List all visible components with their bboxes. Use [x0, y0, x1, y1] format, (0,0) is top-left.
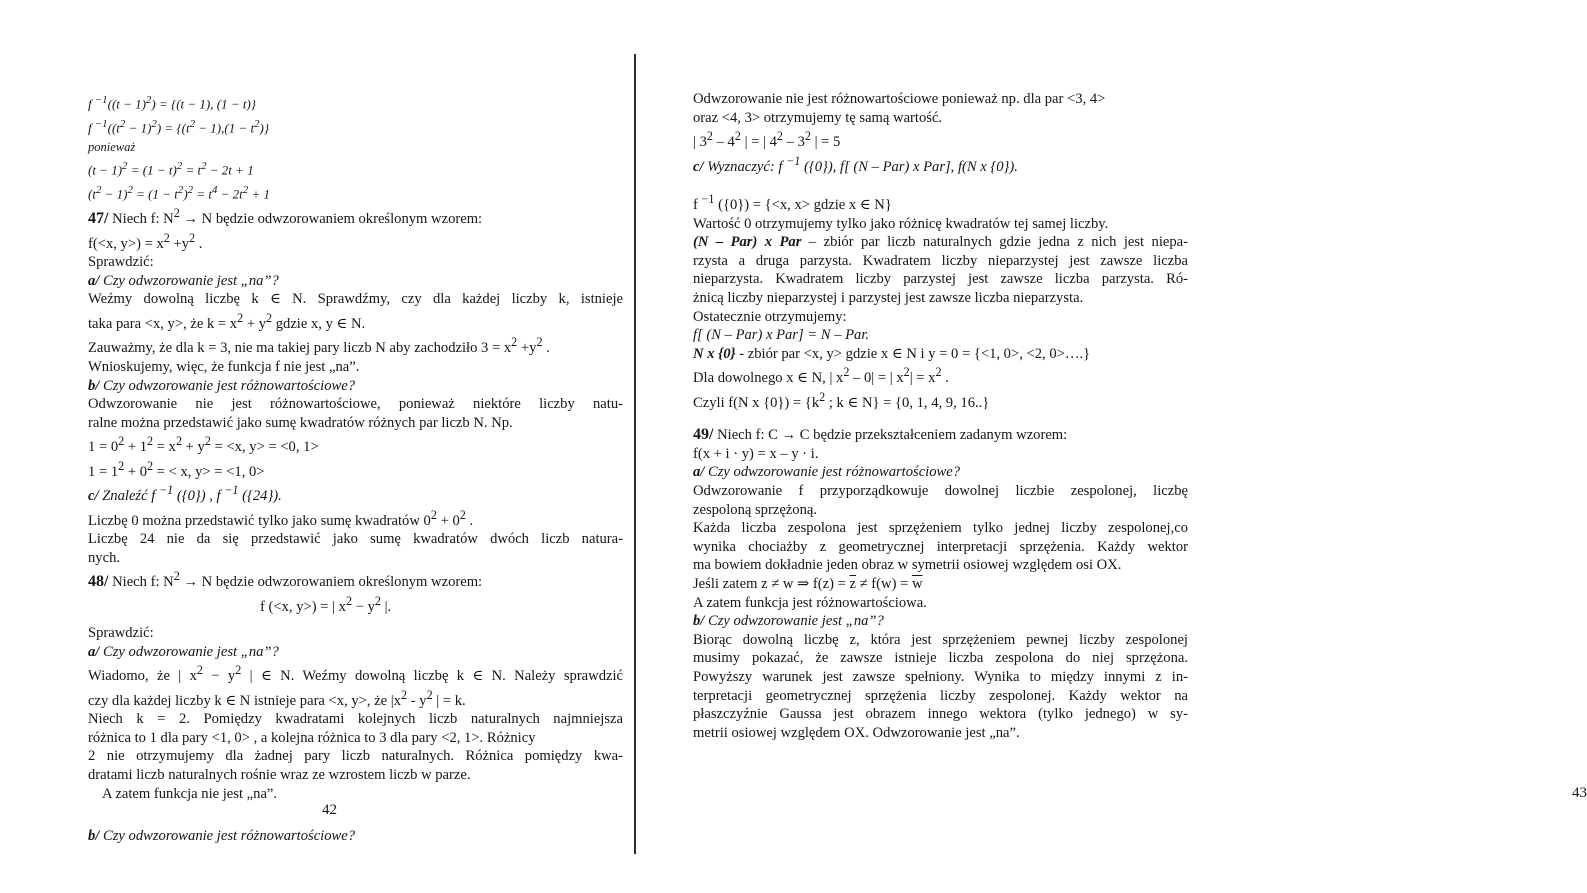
left-page-line: Wnioskujemy, więc, że funkcja f nie jest „na”. — [88, 358, 360, 375]
left-page-line: czy dla każdej liczby k ∈ N istnieje para <x, y>, że $|x^2 - y^2$ | = k. — [88, 687, 466, 709]
right-page-line — [693, 176, 1188, 190]
right-page-line: nieparzysta. Kwadratem liczby parzystej jest zawsze liczba parzysta. Ró- — [693, 271, 1188, 288]
left-page-line: f $^{-1}((t - 1)^2) = \{(t - 1)$, (1 − t)} — [88, 94, 256, 112]
left-page-line: 2 nie otrzymujemy dla żadnej pary liczb naturalnych. Różnica pomiędzy kwa- — [88, 748, 623, 765]
left-page-line: c/ Znaleźć f $^{-1}$ ({0}) , f $^{-1}$ ({24}). — [88, 483, 282, 505]
left-page-line: nych. — [88, 549, 121, 566]
right-page-line: Odwzorowanie nie jest różnowartościowe ponieważ np. dla par <3, 4> — [693, 91, 1106, 107]
left-page-line: Sprawdzić: — [88, 625, 154, 642]
left-page-line: ralne można przedstawić jako sumę kwadratów różnych par liczb N. Np. — [88, 414, 513, 431]
left-page-line: b/ Czy odwzorowanie jest różnowartościowe? — [88, 377, 356, 394]
right-page-line: rzysta a druga parzysta. Kwadratem liczby nieparzystej jest zawsze liczba — [693, 252, 1188, 269]
right-page-line: wynika chociażby z geometrycznej interpretacji sprzężenia. Każdy wektor — [693, 538, 1188, 555]
right-page-line: metrii osiowej względem OX. Odwzorowanie jest „na”. — [693, 724, 1020, 741]
right-page-line: musimy pokazać, że zawsze istnieje liczba zespolona do niej sprzężona. — [693, 650, 1188, 667]
right-page-line: b/ Czy odwzorowanie jest „na”? — [693, 613, 884, 630]
left-page-line: $(t^2 - 1)^2 = (1 - t^2)^2 = t^4 - 2t^2 + 1$ — [88, 183, 270, 202]
right-page-line: oraz <4, 3> otrzymujemy tę samą wartość. — [693, 109, 943, 126]
right-page-line: zespoloną sprzężoną. — [693, 501, 817, 518]
book-spine-divider — [634, 54, 636, 854]
right-page-line: Biorąc dowolną liczbę z, która jest sprzężeniem pewnej liczby zespolonej — [693, 631, 1188, 648]
right-page-line — [693, 412, 1188, 426]
right-page-line: (N – Par) x Par – zbiór par liczb naturalnych gdzie jedna z nich jest niepa- — [693, 234, 1188, 251]
page-number-right: 43 — [1572, 785, 1587, 801]
left-page-line: a/ Czy odwzorowanie jest „na”? — [88, 272, 279, 289]
left-page-line: b/ Czy odwzorowanie jest różnowartościowe? — [88, 828, 356, 845]
right-page-line: | $3^2 - 4^2$ | = | $4^2 - 3^2$ | = 5 — [693, 129, 841, 151]
left-page-line — [88, 616, 623, 624]
right-page-line: Czyli f(N x $\{0\}) = \{k^2$ ; k ∈ N} = {0, 1, 4, 9, 16..} — [693, 389, 990, 411]
left-page-line: dratami liczb naturalnych rośnie wraz ze wzrostem liczb w parze. — [88, 767, 471, 784]
left-page-line: 48/ Niech f: $N^2 \to N$ będzie odwzorowaniem określonym wzorem: — [88, 569, 483, 591]
left-page-line: Liczbę 0 można przedstawić tylko jako sumę kwadratów $0^2 + 0^2$ . — [88, 507, 474, 529]
right-page-line: Odwzorowanie f przyporządkowuje dowolnej liczbie zespolonej, liczbę — [693, 482, 1188, 499]
left-page-line: $(t - 1)^2 = (1 - t)^2 = t^2 - 2t + 1$ — [88, 159, 254, 177]
right-page-text — [693, 90, 1188, 742]
left-page-line: Sprawdzić: — [88, 254, 154, 271]
left-page-line: Niech k = 2. Pomiędzy kwadratami kolejnych liczb naturalnych najmniejsza — [88, 711, 623, 728]
left-page-line: f (<x, y>) = | $x^2 - y^2$ |. — [260, 593, 392, 615]
left-page-line: Zauważmy, że dla k = 3, nie ma takiej pary liczb N aby zachodziło $3 = x^2 +y^2$ . — [88, 335, 550, 357]
left-page-line: Wiadomo, że | $x^2 - y^2$ | ∈ N. Weźmy dowolną liczbę k ∈ N. Należy sprawdzić — [88, 663, 624, 685]
right-page-line: c/ Wyznaczyć: f $^{-1}$ ({0}), f[ (N – Par) x Par], f(N x {0}). — [693, 153, 1018, 175]
left-page-line: $1 = 1^2 + 0^2$ = < x, y> = <1, 0> — [88, 458, 265, 480]
right-page-line: f[ (N – Par) x Par] = N – Par. — [693, 327, 870, 344]
left-page-line: f $^{-1}((t^2 - 1)^2) = \{(t^2 - 1),(1 - t^2)\}$ — [88, 118, 270, 136]
right-page-line: terpretacji geometrycznej sprzężenia liczby zespolonej. Każdy wektor na — [693, 687, 1188, 704]
right-page — [645, 0, 1587, 893]
right-page-line: f(x + i · y) = x – y · i. — [693, 445, 819, 462]
right-page-line: Wartość 0 otrzymujemy tylko jako różnicę kwadratów tej samej liczby. — [693, 215, 1109, 232]
right-page-line: Dla dowolnego x ∈ N, | $x^2 - 0|$ = | $x^2| = x^2$ . — [693, 365, 949, 387]
left-page-line: Liczbę 24 nie da się przedstawić jako sumę kwadratów dwóch liczb natura- — [88, 531, 623, 548]
left-page-line — [88, 803, 623, 827]
left-page-line: różnica to 1 dla pary <1, 0> , a kolejna różnica to 3 dla pary <2, 1>. Różnicy — [88, 729, 536, 746]
left-page-line: Odwzorowanie nie jest różnowartościowe, ponieważ niektóre liczby natu- — [88, 396, 623, 413]
left-page-line: a/ Czy odwzorowanie jest „na”? — [88, 643, 279, 660]
right-page-line: A zatem funkcja jest różnowartościowa. — [693, 594, 927, 611]
right-page-line: N x {0} - zbiór par <x, y> gdzie x ∈ N i y = 0 = {<1, 0>, <2, 0>….} — [693, 345, 1091, 362]
right-page-line: żnicą liczby nieparzystej i parzystej jest zawsze liczba nieparzysta. — [693, 289, 1084, 306]
page-number-left: 42 — [322, 802, 337, 818]
left-page-line: ponieważ — [88, 139, 136, 154]
left-page-line: 47/ Niech f: $N^2 \to N$ będzie odwzorowaniem określonym wzorem: — [88, 206, 483, 228]
left-page — [0, 0, 625, 893]
left-page-line: f(<x, $y>) = x^2 +y^2$ . — [88, 230, 203, 252]
left-page-line: taka para <x, y>, że $k = x^2 + y^2$ gdzie x, y ∈ N. — [88, 311, 366, 332]
right-page-line: Jeśli zatem z ≠ w ⇒ $f(z) = \overline{z} \ne f(w) = \overline{w}$ — [693, 575, 923, 592]
right-page-line: Powyższy warunek jest zawsze spełniony. Wynika to między innymi z in- — [693, 668, 1188, 685]
right-page-line: f $^{-1}$ ({0}) = {<x, x> gdzie x ∈ N} — [693, 192, 892, 213]
right-page-line: Każda liczba zespolona jest sprzężeniem tylko jednej liczby zespolonej,co — [693, 520, 1188, 537]
right-page-line: a/ Czy odwzorowanie jest różnowartościowe? — [693, 464, 961, 481]
right-page-line: 49/ Niech f: C → C będzie przekształceniem zadanym wzorem: — [693, 426, 1068, 444]
left-page-line: $1 = 0^2 + 1^2 = x^2 + y^2 = <x$, y> = <0, 1> — [88, 434, 319, 456]
right-page-line: ma bowiem dokładnie jeden obraz w symetrii osiowej względem osi OX. — [693, 557, 1122, 574]
left-page-line: Weźmy dowolną liczbę k ∈ N. Sprawdźmy, czy dla każdej liczby k, istnieje — [88, 291, 623, 308]
right-page-line: płaszczyźnie Gaussa jest obrazem innego wektora (tylko jednego) w sy- — [693, 706, 1188, 723]
right-page-line: Ostatecznie otrzymujemy: — [693, 308, 847, 325]
left-page-text — [88, 90, 623, 846]
left-page-line: A zatem funkcja nie jest „na”. — [102, 785, 278, 802]
